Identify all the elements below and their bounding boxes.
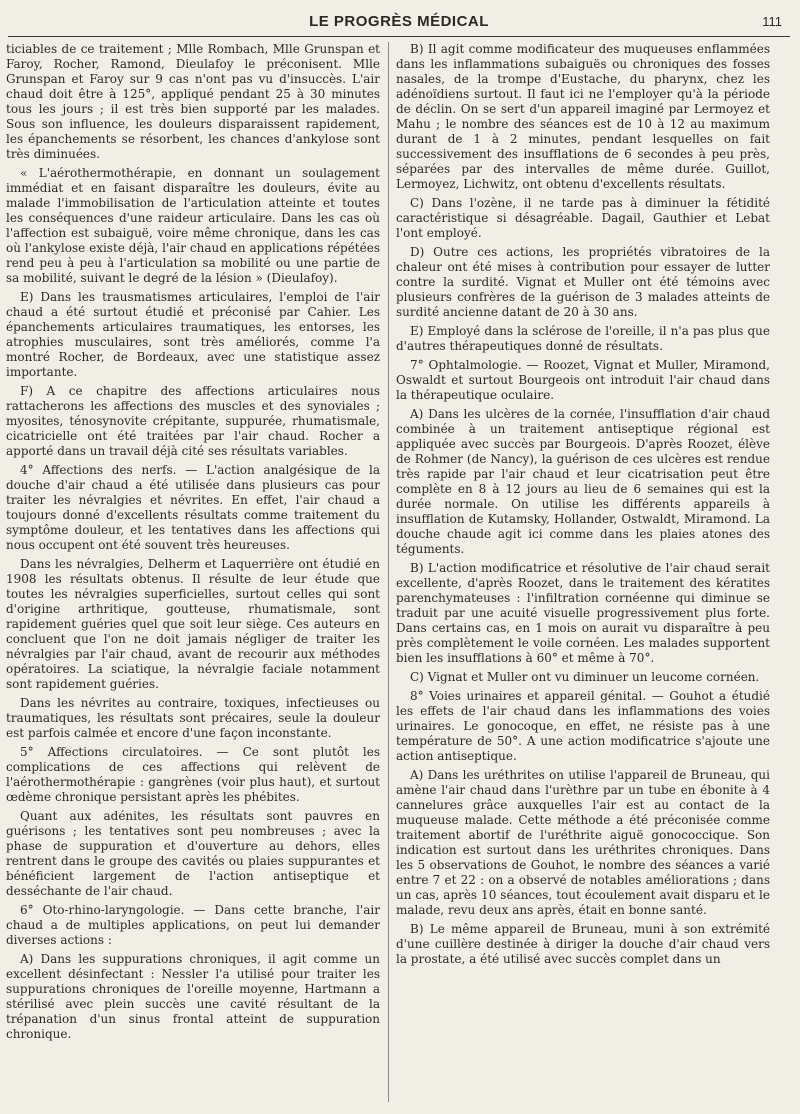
page-header	[8, 10, 790, 37]
paragraph: B) L'action modificatrice et résolutive de l'air chaud serait excellente, d'après Roozet, dans le traitement des kératites parenchymateuses : l'infiltration cornéenne qui diminue se traduit par une acuité visuelle progressivement plus forte. Dans certains cas, en 1 mois on aurait vu disparaître à peu près complètement le voile cornéen. Les malades supportent bien les insufflations à 60° et même à 70°.	[396, 561, 770, 665]
paragraph: ticiables de ce traitement ; Mlle Rombach, Mlle Grunspan et Faroy, Rocher, Ramond, Dieulafoy le préconisent. Mlle Grunspan et Faroy sur 9 cas n'ont pas vu d'insuccès. L'air chaud doit être à 125°, appliqué pendant 25 à 30 minutes tous les jours ; il est très bien supporté par les malades. Sous son influence, les douleurs disparaissent rapidement, les épanchements se résorbent, les chances d'ankylose sont très diminuées.	[6, 42, 380, 161]
paragraph: 8° Voies urinaires et appareil génital. — Gouhot a étudié les effets de l'air chaud dans les inflammations des voies urinaires. Le gonocoque, en effet, ne résiste pas à une température de 50°. A une action modificatrice s'ajoute une action antiseptique.	[396, 689, 770, 763]
paragraph: C) Vignat et Muller ont vu diminuer un leucome cornéen.	[410, 670, 760, 684]
paragraph: A) Dans les suppurations chroniques, il agit comme un excellent désinfectant : Nessler l'a utilisé pour traiter les suppurations chroniques de l'oreille moyenne, Hartmann a stérilisé avec plein succès une cavité résultant de la trépanation d'un sinus frontal atteint de suppuration chronique.	[6, 952, 380, 1041]
paragraph: D) Outre ces actions, les propriétés vibratoires de la chaleur ont été mises à contribution pour essayer de lutter contre la surdité. Vignat et Muller ont été témoins avec plusieurs confrères de la guérison de 3 malades atteints de surdité ancienne datant de 20 à 30 ans.	[396, 245, 770, 319]
paragraph: 5° Affections circulatoires. — Ce sont plutôt les complications de ces affections qui relèvent de l'aérothermothérapie : gangrènes (voir plus haut), et surtout œdème chronique persistant après les phébites.	[6, 745, 380, 804]
paragraph: A) Dans les uréthrites on utilise l'appareil de Bruneau, qui amène l'air chaud dans l'urèthre par un tube en ébonite à 4 cannelures grâce auxquelles l'air est au contact de la muqueuse malade. Cette méthode a été préconisée comme traitement abortif de l'uréthrite aiguë gonococcique. Son indication est surtout dans les uréthrites chroniques. Dans les 5 observations de Gouhot, le nombre des séances a varié entre 7 et 22 : on a observé de notables améliorations ; dans un cas, après 10 séances, tout écoulement avait disparu et le malade, revu deux ans après, était en bonne santé.	[396, 768, 770, 917]
paragraph: Quant aux adénites, les résultats sont pauvres en guérisons ; les tentatives sont peu nombreuses ; avec la phase de suppuration et d'ouverture au dehors, elles rentrent dans le groupe des cavités ou plaies suppurantes et bénéficient largement de l'action antiseptique et desséchante de l'air chaud.	[6, 809, 380, 898]
left-column	[6, 42, 380, 1104]
paragraph: E) Dans les trausmatismes articulaires, l'emploi de l'air chaud a été surtout étudié et préconisé par Cahier. Les épanchements articulaires traumatiques, les entorses, les atrophies musculaires, sont très améliorés, comme l'a montré Rocher, de Bordeaux, avec une statistique assez importante.	[6, 290, 380, 379]
paragraph: A) Dans les ulcères de la cornée, l'insufflation d'air chaud combinée à un traitement antiseptique régional est appliquée avec succès par Bourgeois. D'après Roozet, élève de Rohmer (de Nancy), la guérison de ces ulcères est rendue très rapide par l'air chaud et leur cicatrisation peut être complète en 8 à 12 jours au lieu de 6 semaines qui est la durée normale. On utilise les différents appareils à insufflation de Kutamsky, Hollander, Ostwaldt, Miramond. La douche chaude agit ici comme dans les plaies atones des téguments.	[396, 407, 770, 556]
paragraph: Dans les névrites au contraire, toxiques, infectieuses ou traumatiques, les résultats sont précaires, seule la douleur est parfois calmée et encore d'une façon inconstante.	[6, 696, 380, 740]
paragraph: 7° Ophtalmologie. — Roozet, Vignat et Muller, Miramond, Oswaldt et surtout Bourgeois ont introduit l'air chaud dans la thérapeutique oculaire.	[396, 358, 770, 402]
paragraph: E) Employé dans la sclérose de l'oreille, il n'a pas plus que d'autres thérapeutiques donné de résultats.	[396, 324, 770, 353]
right-column	[396, 42, 770, 1104]
running-title: LE PROGRÈS MÉDICAL	[309, 13, 489, 30]
column-divider	[388, 42, 389, 1102]
paragraph: F) A ce chapitre des affections articulaires nous rattacherons les affections des muscles et des synoviales ; myosites, ténosynovite crépitante, suppurée, rhumatismale, cicatricielle ont été traitées par l'air chaud. Rocher a apporté dans un travail déjà cité ses résultats variables.	[6, 384, 380, 458]
paragraph: 6° Oto-rhino-laryngologie. — Dans cette branche, l'air chaud a de multiples applications, on peut lui demander diverses actions :	[6, 903, 380, 947]
paragraph: « L'aérothermothérapie, en donnant un soulagement immédiat et en faisant disparaître les douleurs, évite au malade l'immobilisation de l'articulation atteinte et toutes les conséquences d'une raideur articulaire. Dans les cas où l'affection est subaiguë, voire même chronique, dans les cas où l'ankylose existe déjà, l'air chaud en applications répétées rend peu à peu à l'articulation sa mobilité ou une partie de sa mobilité, suivant le degré de la lésion » (Dieulafoy).	[6, 166, 380, 285]
paragraph: 4° Affections des nerfs. — L'action analgésique de la douche d'air chaud a été utilisée dans plusieurs cas pour traiter les névralgies et névrites. En effet, l'air chaud a toujours donné d'excellents résultats comme traitement du symptôme douleur, et les tentatives dans les affections qui nous occupent ont été souvent très heureuses.	[6, 463, 380, 552]
paragraph: B) Le même appareil de Bruneau, muni à son extrémité d'une cuillère destinée à diriger la douche d'air chaud vers la prostate, a été utilisé avec succès complet dans un	[396, 922, 770, 966]
page-number: 111	[762, 14, 782, 29]
paragraph: C) Dans l'ozène, il ne tarde pas à diminuer la fétidité caractéristique si désagréable. Dagail, Gauthier et Lebat l'ont employé.	[396, 196, 770, 240]
paragraph: B) Il agit comme modificateur des muqueuses enflammées dans les inflammations subaiguës ou chroniques des fosses nasales, de la trompe d'Eustache, du pharynx, chez les adénoïdiens surtout. Il faut ici ne l'employer qu'à la période de déclin. On se sert d'un appareil imaginé par Lermoyez et Mahu ; le nombre des séances est de 10 à 12 au maximum durant de 1 à 2 minutes, pendant lesquelles on fait successivement des insufflations de 6 secondes à peu près, séparées par des intervalles de même durée. Guillot, Lermoyez, Lichwitz, ont obtenu d'excellents résultats.	[396, 42, 770, 191]
paragraph: Dans les névralgies, Delherm et Laquerrière ont étudié en 1908 les résultats obtenus. Il résulte de leur étude que toutes les névralgies superficielles, surtout celles qui sont d'origine arthritique, goutteuse, rhumatismale, sont rapidement guéries quel que soit leur siège. Ces auteurs en concluent que l'on ne doit jamais négliger de traiter les névralgies par l'air chaud, avant de recourir aux méthodes opératoires. La sciatique, la névralgie faciale notamment sont rapidement guéries.	[6, 557, 380, 691]
